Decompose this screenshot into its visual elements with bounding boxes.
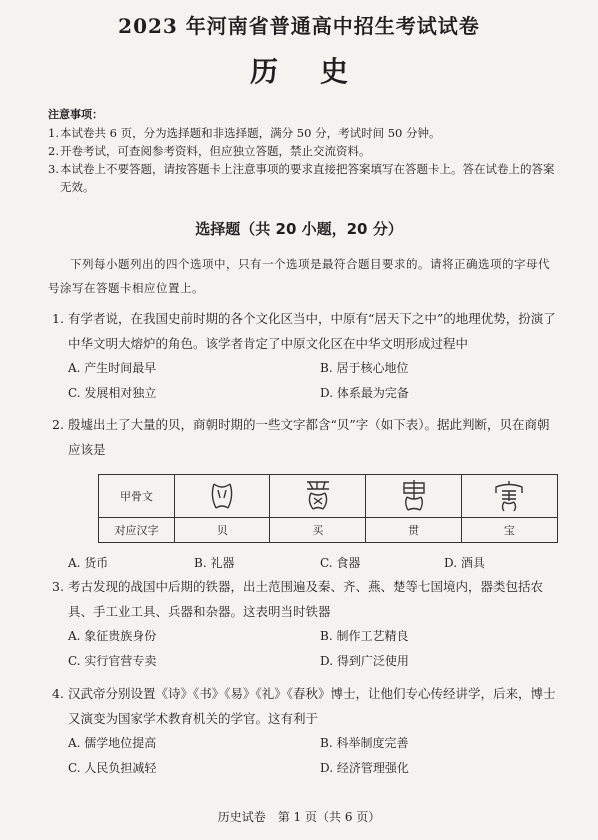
option-d: D. 经济管理强化 — [320, 761, 409, 775]
notice-item-text: 开卷考试，可查阅参考资料，但应独立答题，禁止交流资料。 — [60, 144, 371, 158]
oracle-bao-icon — [493, 479, 525, 513]
option-c: C. 食器 — [320, 556, 361, 570]
notice-item-number: 1. — [48, 126, 59, 140]
section-instruction: 下列每小题列出的四个选项中，只有一个选项是最符合题目要求的。请将正确选项的字母代号涂写在答题卡相应位置上。 — [48, 257, 550, 295]
question-stem — [52, 681, 558, 731]
option-row — [68, 381, 558, 406]
option-d: D. 体系最为完备 — [320, 386, 409, 400]
oracle-char-row — [99, 518, 558, 543]
oracle-glyph-cell — [270, 475, 366, 518]
question-number: 4. — [52, 686, 64, 701]
option-row — [68, 551, 558, 576]
option-row — [68, 356, 558, 381]
option-a: A. 儒学地位提高 — [68, 736, 157, 750]
notice-item — [48, 124, 558, 142]
question-3 — [52, 574, 558, 674]
oracle-glyph-cell — [461, 475, 557, 518]
oracle-glyph-row — [99, 475, 558, 518]
option-a: A. 货币 — [68, 556, 109, 570]
page-footer: 历史试卷 第 1 页（共 6 页） — [217, 810, 381, 824]
option-row — [68, 756, 558, 781]
question-text: 殷墟出土了大量的贝，商朝时期的一些文字都含“贝”字（如下表）。据此判断，贝在商朝应该是 — [68, 417, 550, 457]
question-4 — [52, 681, 558, 781]
oracle-char-cell: 贯 — [366, 518, 462, 543]
option-c: C. 人民负担减轻 — [68, 761, 157, 775]
option-c: C. 实行官营专卖 — [68, 654, 157, 668]
subject-title: 历史 — [249, 55, 390, 88]
option-row — [68, 624, 558, 649]
notice-item-text: 本试卷共 6 页，分为选择题和非选择题，满分 50 分，考试时间 50 分钟。 — [60, 126, 441, 140]
notice-section — [48, 106, 558, 196]
option-row — [68, 731, 558, 756]
oracle-mai-icon — [303, 479, 333, 513]
oracle-char-cell: 买 — [270, 518, 366, 543]
option-a: A. 象征贵族身份 — [68, 629, 157, 643]
question-text: 考古发现的战国中后期的铁器，出土范围遍及秦、齐、燕、楚等七国境内，器类包括农具、手工业工具、兵器和杂器。这表明当时铁器 — [68, 579, 544, 619]
question-1 — [52, 306, 558, 406]
option-d: D. 得到广泛使用 — [320, 654, 409, 668]
question-number: 1. — [52, 311, 64, 326]
question-stem — [52, 574, 558, 624]
option-b: B. 制作工艺精良 — [320, 629, 409, 643]
oracle-char-cell: 贝 — [174, 518, 270, 543]
oracle-char-cell: 宝 — [461, 518, 557, 543]
notice-item-number: 2. — [48, 144, 59, 158]
notice-item-text: 本试卷上不要答题，请按答题卡上注意事项的要求直接把答案填写在答题卡上。答在试卷上的答案无效。 — [60, 162, 555, 194]
option-d: D. 酒具 — [444, 556, 485, 570]
option-b: B. 科举制度完善 — [320, 736, 409, 750]
question-stem — [52, 306, 558, 356]
notice-heading: 注意事项： — [48, 108, 103, 121]
question-number: 3. — [52, 579, 64, 594]
question-text: 有学者说，在我国史前时期的各个文化区当中，中原有“居天下之中”的地理优势，扮演了中华文明大熔炉的角色。该学者肯定了中原文化区在中华文明形成过程中 — [68, 311, 556, 351]
exam-title: 2023 年河南省普通高中招生考试试卷 — [118, 14, 480, 38]
option-c: C. 发展相对独立 — [68, 386, 157, 400]
option-b: B. 居于核心地位 — [320, 361, 409, 375]
oracle-bei-icon — [208, 480, 236, 512]
oracle-glyph-cell — [174, 475, 270, 518]
notice-item — [48, 142, 558, 160]
oracle-row-label: 甲骨文 — [99, 475, 175, 518]
option-a: A. 产生时间最早 — [68, 361, 157, 375]
question-number: 2. — [52, 417, 64, 432]
section-title: 选择题（共 20 小题，20 分） — [195, 220, 403, 238]
option-b: B. 礼器 — [194, 556, 235, 570]
oracle-glyph-cell — [366, 475, 462, 518]
question-text: 汉武帝分别设置《诗》《书》《易》《礼》《春秋》博士，让他们专心传经讲学，后来，博士又演变为国家学术教育机关的学官。这有利于 — [68, 686, 556, 726]
oracle-guan-icon — [400, 479, 428, 513]
oracle-row-label: 对应汉字 — [99, 518, 175, 543]
question-stem — [52, 412, 558, 462]
question-2 — [52, 412, 558, 576]
option-row — [68, 649, 558, 674]
notice-item — [48, 160, 558, 196]
oracle-bone-table — [98, 474, 558, 543]
notice-item-number: 3. — [48, 162, 59, 176]
